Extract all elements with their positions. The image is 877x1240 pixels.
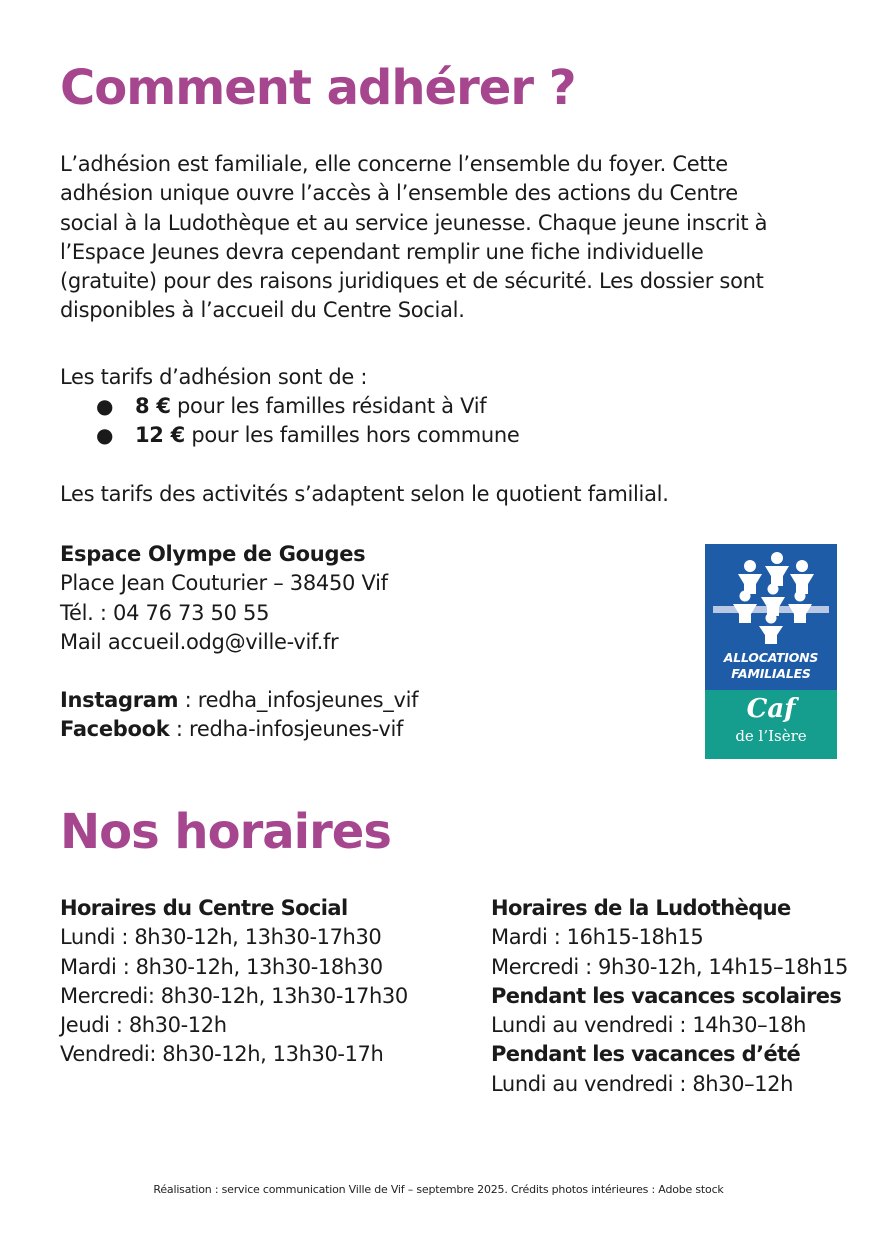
facebook-handle: : redha-infosjeunes-vif <box>169 717 404 742</box>
horaire-line: Lundi au vendredi : 14h30–18h <box>491 1013 806 1038</box>
facebook-line <box>60 715 418 744</box>
activites-note: Les tarifs des activités s’adaptent selon le quotient familial. <box>60 482 669 506</box>
contact-block <box>60 540 388 657</box>
instagram-handle: : redha_infosjeunes_vif <box>178 688 419 712</box>
tarif-item <box>60 392 520 421</box>
caf-name: Caf <box>746 694 796 724</box>
intro-paragraph <box>60 150 860 326</box>
horaires-heading: Horaires du Centre Social <box>60 896 348 920</box>
contact-address: Place Jean Couturier – 38450 Vif <box>60 571 388 596</box>
horaire-line: Mercredi : 9h30-12h, 14h15–18h15 <box>491 954 848 979</box>
horaires-centre-social <box>60 894 408 1070</box>
horaires-ludotheque <box>491 894 848 1099</box>
horaires-heading: Horaires de la Ludothèque <box>491 896 791 920</box>
footer-credits: Réalisation : service communication Ville de Vif – septembre 2025. Crédits photos intérieures : Adobe stock <box>153 1183 724 1196</box>
horaire-line: Lundi au vendredi : 8h30–12h <box>491 1071 794 1096</box>
bullet-icon: ● <box>96 423 114 448</box>
bullet-icon: ● <box>96 394 114 418</box>
horaire-line: Mardi : 8h30-12h, 13h30-18h30 <box>60 954 383 979</box>
horaire-line: Vendredi: 8h30-12h, 13h30-17h <box>60 1042 384 1067</box>
caf-logo-top <box>705 544 837 690</box>
intro-line: l’Espace Jeunes devra cependant remplir une fiche individuelle <box>60 239 704 264</box>
contact-name: Espace Olympe de Gouges <box>60 542 366 566</box>
page-title: Comment adhérer ? <box>60 60 576 116</box>
intro-line: adhésion unique ouvre l’accès à l’ensemble des actions du Centre <box>60 181 738 206</box>
tarif-text: pour les familles hors commune <box>191 423 520 448</box>
caf-logo <box>705 544 837 759</box>
horaire-line: Lundi : 8h30-12h, 13h30-17h30 <box>60 925 382 950</box>
horaire-line: Mardi : 16h15-18h15 <box>491 925 704 950</box>
tarifs-lead: Les tarifs d’adhésion sont de : <box>60 365 368 389</box>
tarif-price: 8 € <box>135 394 171 418</box>
caf-line1: ALLOCATIONS <box>723 650 819 665</box>
section-title-horaires: Nos horaires <box>60 804 391 860</box>
intro-line: social à la Ludothèque et au service jeunesse. Chaque jeune inscrit à <box>60 210 768 235</box>
horaire-line: Jeudi : 8h30-12h <box>60 1013 227 1038</box>
caf-region: de l’Isère <box>735 727 807 745</box>
tarif-price: 12 € <box>135 423 185 448</box>
instagram-line <box>60 686 418 715</box>
instagram-label: Instagram <box>60 688 179 712</box>
vacances-scolaires-heading: Pendant les vacances scolaires <box>491 983 842 1008</box>
caf-line2: FAMILIALES <box>731 666 811 681</box>
tarif-text: pour les familles résidant à Vif <box>177 394 487 418</box>
vacances-ete-heading: Pendant les vacances d’été <box>491 1042 801 1067</box>
family-figures-icon <box>705 544 837 650</box>
social-block <box>60 686 418 745</box>
tarifs-list <box>60 392 520 451</box>
contact-mail: Mail accueil.odg@ville-vif.fr <box>60 629 339 654</box>
intro-line: L’adhésion est familiale, elle concerne l’ensemble du foyer. Cette <box>60 152 728 176</box>
facebook-label: Facebook <box>60 717 170 742</box>
contact-phone: Tél. : 04 76 73 50 55 <box>60 600 270 625</box>
intro-line: (gratuite) pour des raisons juridiques et de sécurité. Les dossier sont <box>60 269 764 294</box>
intro-line: disponibles à l’accueil du Centre Social. <box>60 298 465 323</box>
horaire-line: Mercredi: 8h30-12h, 13h30-17h30 <box>60 983 408 1008</box>
tarif-item <box>60 421 520 450</box>
